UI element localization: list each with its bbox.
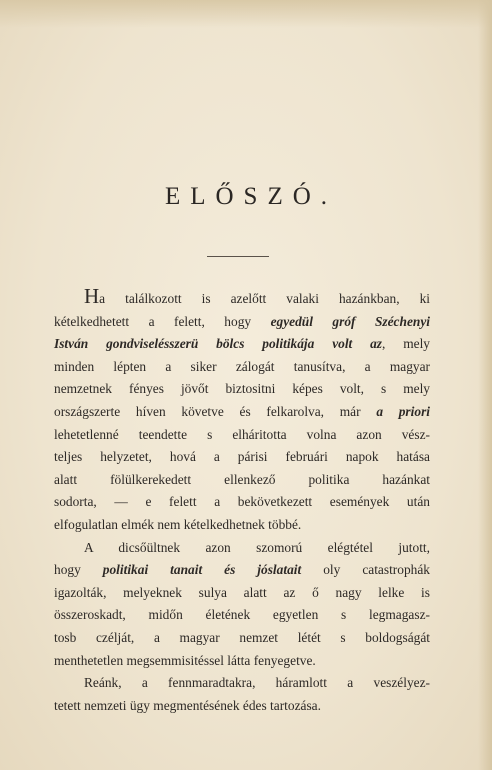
text-line [54,514,430,537]
text-line [54,401,430,424]
text-segment: igazolták, melyeknek sulya alatt az ő nagy lelke is [54,584,430,600]
text-segment: menthetetlen megsemmisitéssel látta fenyegetve. [54,652,316,668]
text-line [54,469,430,492]
text-line [54,650,430,673]
text-segment: minden lépten a siker zálogát tanusítva, a magyar [54,358,430,374]
text-line [54,559,430,582]
text-segment: lehetetlenné teendette s elháritotta volna azon vész- [54,426,430,442]
page-edge [478,0,492,770]
text-segment: alatt fölülkerekedett ellenkező politika hazánkat [54,471,430,487]
text-line [54,695,430,718]
text-segment: kételkedhetett a felett, hogy [54,313,271,329]
text-line [54,491,430,514]
emphasis-text: egyedül gróf Széchenyi [270,313,430,329]
text-segment: hogy [54,562,103,578]
text-line [54,424,430,447]
page-stain [0,0,492,28]
text-line [54,284,430,311]
text-segment: nemzetnek fényes jövőt biztositni képes volt, s mely [54,381,430,397]
text-line [54,333,430,356]
text-segment: A dicsőültnek azon szomorú elégtétel jutott, [84,539,430,555]
text-segment: a találkozott is azelőtt valaki hazánkban, ki [99,291,430,306]
text-segment: tosb czélját, a magyar nemzet létét s boldogságát [54,629,430,645]
text-segment: teljes helyzetet, hová a párisi februári napok hatása [54,449,430,465]
text-line [54,627,430,650]
text-line [54,604,430,627]
emphasis-text: a priori [376,403,430,419]
emphasis-text: politikai tanait és jóslatait [102,562,302,578]
emphasis-text: István gondviselésszerü bölcs politikája volt az [54,336,383,352]
text-segment: elfogulatlan elmék nem kételkedhetnek többé. [54,516,302,532]
text-line [54,446,430,469]
chapter-title: ELŐSZÓ. [164,183,338,210]
text-segment: oly catastrophák [301,562,430,578]
text-line [54,378,430,401]
text-line [54,356,430,379]
text-segment: sodorta, — e felett a bekövetkezett események után [54,494,430,510]
text-segment: országszerte híven követve és felkarolva, már [54,403,377,419]
text-segment: összeroskadt, midőn életének egyetlen s legmagasz- [54,607,430,623]
text-segment: Reánk, a fennmaradtakra, háramlott a veszélyez- [84,675,430,691]
text-line [54,582,430,605]
title-divider [207,256,269,257]
text-line [54,672,430,695]
text-segment: tetett nemzeti ügy megmentésének édes tartozása. [54,697,321,713]
text-line [54,311,430,334]
initial-letter: H [84,284,100,308]
text-line [54,537,430,560]
text-segment: , mely [382,336,430,352]
body-text [54,284,430,717]
